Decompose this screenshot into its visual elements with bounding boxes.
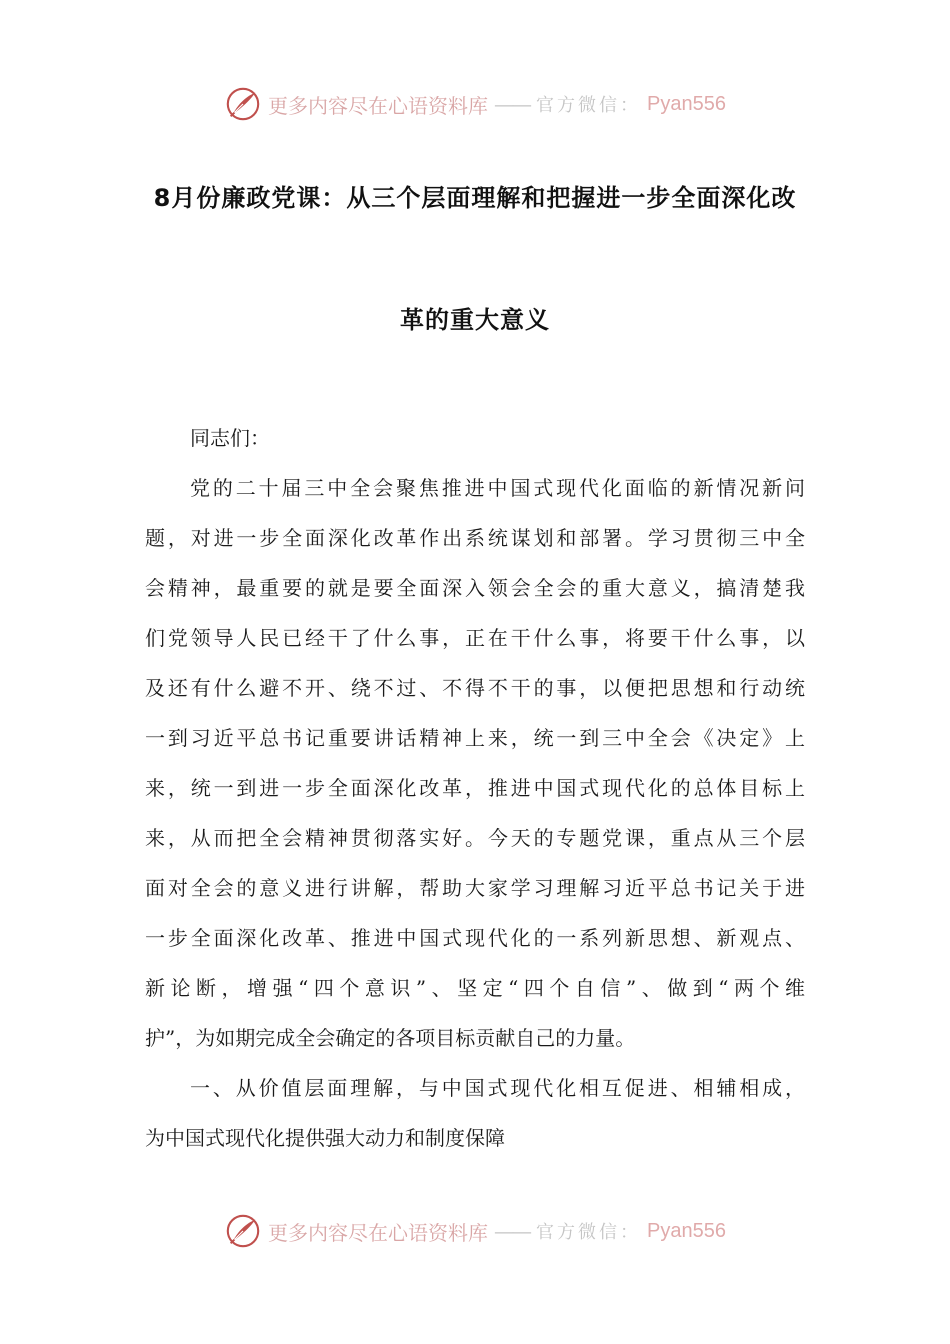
watermark-brand: 更多内容尽在心语资料库 (268, 93, 489, 118)
body-line: 会精神，最重要的就是要全面深入领会全会的重大意义，搞清楚我 (145, 576, 805, 600)
body-line: 及还有什么避不开、绕不过、不得不干的事，以便把思想和行动统 (145, 676, 805, 700)
header-watermark (0, 82, 950, 126)
body-line: 一到习近平总书记重要讲话精神上来，统一到三中全会《决定》上 (145, 726, 805, 750)
body-line: 新论断，增强“四个意识”、坚定“四个自信”、做到“两个维 (145, 976, 805, 1000)
body-line: 党的二十届三中全会聚焦推进中国式现代化面临的新情况新问 (190, 476, 805, 500)
body-line: 题，对进一步全面深化改革作出系统谋划和部署。学习贯彻三中全 (145, 526, 805, 550)
salutation: 同志们： (190, 426, 270, 450)
body-line: 面对全会的意义进行讲解，帮助大家学习理解习近平总书记关于进 (145, 876, 805, 900)
watermark-separator: —— (494, 92, 531, 116)
body-line: 来，统一到进一步全面深化改革，推进中国式现代化的总体目标上 (145, 776, 805, 800)
body-line: 一步全面深化改革、推进中国式现代化的一系列新思想、新观点、 (145, 926, 805, 950)
body-line: 们党领导人民已经干了什么事，正在干什么事，将要干什么事，以 (145, 626, 805, 650)
body-line: 来，从而把全会精神贯彻落实好。今天的专题党课，重点从三个层 (145, 826, 805, 850)
footer-watermark (0, 1209, 950, 1253)
quill-logo-icon (224, 85, 262, 123)
document-title-line-1: 8月份廉政党课：从三个层面理解和把握进一步全面深化改 (153, 184, 797, 212)
watermark-wechat-id: Pyan556 (647, 1219, 726, 1242)
watermark-brand: 更多内容尽在心语资料库 (268, 1220, 489, 1245)
quill-logo-icon (224, 1212, 262, 1250)
watermark-separator: —— (494, 1219, 531, 1243)
document-title-line-2: 革的重大意义 (400, 306, 550, 334)
watermark-label: 官方微信： (536, 95, 642, 116)
watermark-wechat-id: Pyan556 (647, 92, 726, 115)
section-heading-line: 一、从价值层面理解，与中国式现代化相互促进、相辅相成， (190, 1076, 805, 1100)
section-heading-line: 为中国式现代化提供强大动力和制度保障 (145, 1126, 505, 1150)
watermark-label: 官方微信： (536, 1222, 642, 1243)
body-line: 护”，为如期完成全会确定的各项目标贡献自己的力量。 (145, 1026, 636, 1050)
